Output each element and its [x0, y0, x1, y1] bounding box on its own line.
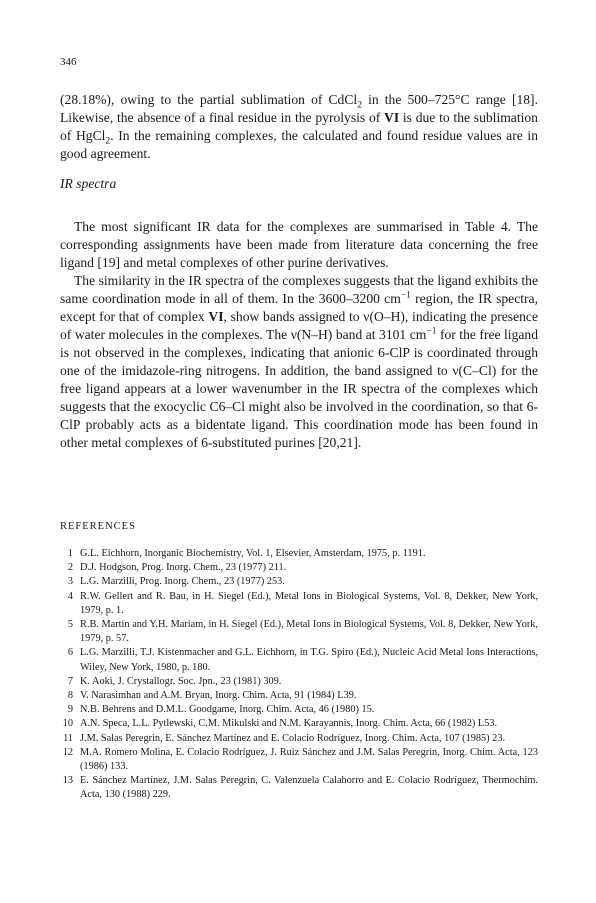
reference-number: 12: [62, 746, 73, 758]
reference-item: [58, 561, 538, 575]
superscript: −1: [400, 290, 411, 301]
reference-number: 4: [67, 590, 73, 602]
reference-item: [58, 618, 538, 646]
reference-item: [58, 774, 538, 802]
paragraph-ir-similarity: [60, 272, 538, 452]
ir-section-body: [60, 218, 538, 452]
reference-item: [58, 646, 538, 674]
reference-number: 13: [62, 775, 73, 787]
superscript: −1: [426, 326, 437, 337]
reference-number: 11: [63, 732, 73, 744]
reference-number: 7: [67, 675, 73, 687]
reference-item: [58, 575, 538, 589]
reference-item: [58, 717, 538, 731]
reference-number: 9: [67, 704, 73, 716]
page-number: 346: [60, 56, 77, 68]
text-run: is due to the sublimation of HgCl: [60, 110, 538, 143]
reference-text: L.G. Marzilli, Prog. Inorg. Chem., 23 (1977) 253.: [80, 576, 285, 588]
text-run: for the free ligand is not observed in the complexes, indicating that anionic 6-ClP is coordinated through one of the imidazole-ring nitrogens. In addition, the band assigned to ν(C–Cl) for the free ligand appears at a lower wavenumber in the IR spectra of the complexes which suggests that the exocyclic C6–Cl might also be involved in the coordination, so that 6-ClP probably acts as a bidentate ligand. This coordination mode has been found in other metal complexes of 6-substituted purines [20,21].: [60, 327, 539, 450]
reference-item: [58, 590, 538, 618]
reference-item: [58, 675, 538, 689]
paragraph-ir-data: The most significant IR data for the complexes are summarised in Table 4. The corresponding assignments have been made from literature data concerning the free ligand [19] and metal complexes of other purine derivatives.: [60, 219, 538, 270]
reference-text: L.G. Marzilli, T.J. Kistenmacher and G.L. Eichhorn, in T.G. Spiro (Ed.), Nucleic Acid Metal Ions Interactions, Wiley, New York, 1980, p. 180.: [80, 647, 538, 673]
reference-number: 2: [67, 562, 73, 574]
reference-number: 6: [67, 647, 73, 659]
section-heading: IR spectra: [60, 176, 117, 191]
subscript: 2: [105, 136, 111, 147]
reference-text: J.M. Salas Peregrin, E. Sánchez Martínez and E. Colacio Rodríguez, Inorg. Chim. Acta, 107 (1985) 23.: [80, 732, 506, 744]
reference-number: 1: [67, 548, 73, 559]
reference-text: R.B. Martin and Y.H. Mariam, in H. Siegel (Ed.), Metal Ions in Biological Systems, Vol. 8, Dekker, New York, 1979, p. 57.: [80, 619, 538, 645]
reference-item: [58, 732, 538, 746]
compound-label: VI: [208, 309, 224, 324]
reference-text: A.N. Speca, L.L. Pytlewski, C.M. Mikulski and N.M. Karayannis, Inorg. Chim. Acta, 66 (1982) L53.: [80, 718, 498, 730]
reference-item: [58, 689, 538, 703]
reference-number: 3: [67, 576, 73, 588]
subscript: 2: [357, 100, 362, 111]
text-run: region, the IR spectra, except for that of complex: [60, 291, 538, 324]
reference-text: V. Narasimhan and A.M. Bryan, Inorg. Chim. Acta, 91 (1984) L39.: [80, 690, 357, 702]
text-run: in the 500–725°C range [18]. Likewise, the absence of a final residue in the pyrolysis of: [60, 92, 538, 125]
reference-text: N.B. Behrens and D.M.L. Goodgame, Inorg. Chim. Acta, 46 (1980) 15.: [80, 704, 375, 716]
reference-number: 10: [62, 718, 73, 730]
reference-text: K. Aoki, J. Crystallogr. Soc. Jpn., 23 (1981) 309.: [80, 675, 282, 687]
text-run: . In the remaining complexes, the calculated and found residue values are in good agreement.: [60, 128, 538, 161]
reference-list: [58, 547, 538, 803]
reference-item: [58, 703, 538, 717]
text-run: (28.18%), owing to the partial sublimation of CdCl: [60, 92, 358, 107]
reference-item: [58, 547, 538, 561]
references-heading: REFERENCES: [60, 521, 136, 532]
compound-label: VI: [384, 110, 400, 125]
text-run: , show bands assigned to ν(O–H), indicating the presence of water molecules in the complexes. The ν(N–H) band at 3101 cm: [60, 309, 538, 342]
reference-text: E. Sánchez Martínez, J.M. Salas Peregrin, C. Valenzuela Calahorro and E. Colacio Rodríguez, Thermochim. Acta, 130 (1988) 229.: [80, 775, 538, 801]
reference-text: R.W. Gellert and R. Bau, in H. Siegel (Ed.), Metal Ions in Biological Systems, Vol. 8, Dekker, New York, 1979, p. 1.: [80, 590, 538, 616]
reference-number: 8: [67, 690, 73, 702]
text-run: The similarity in the IR spectra of the complexes suggests that the ligand exhibits the same coordination mode in all of them. In the 3600–3200 cm: [60, 273, 538, 306]
reference-text: D.J. Hodgson, Prog. Inorg. Chem., 23 (1977) 211.: [80, 562, 287, 574]
paragraph-residue: [60, 91, 538, 163]
reference-text: G.L. Eichhorn, Inorganic Biochemistry, Vol. 1, Elsevier, Amsterdam, 1975, p. 1191.: [80, 548, 426, 559]
reference-text: M.A. Romero Molina, E. Colacio Rodríguez, J. Ruiz Sánchez and J.M. Salas Peregrin, Inorg. Chim. Acta, 123 (1986) 133.: [80, 746, 538, 773]
reference-number: 5: [67, 619, 73, 631]
reference-item: [58, 746, 538, 774]
